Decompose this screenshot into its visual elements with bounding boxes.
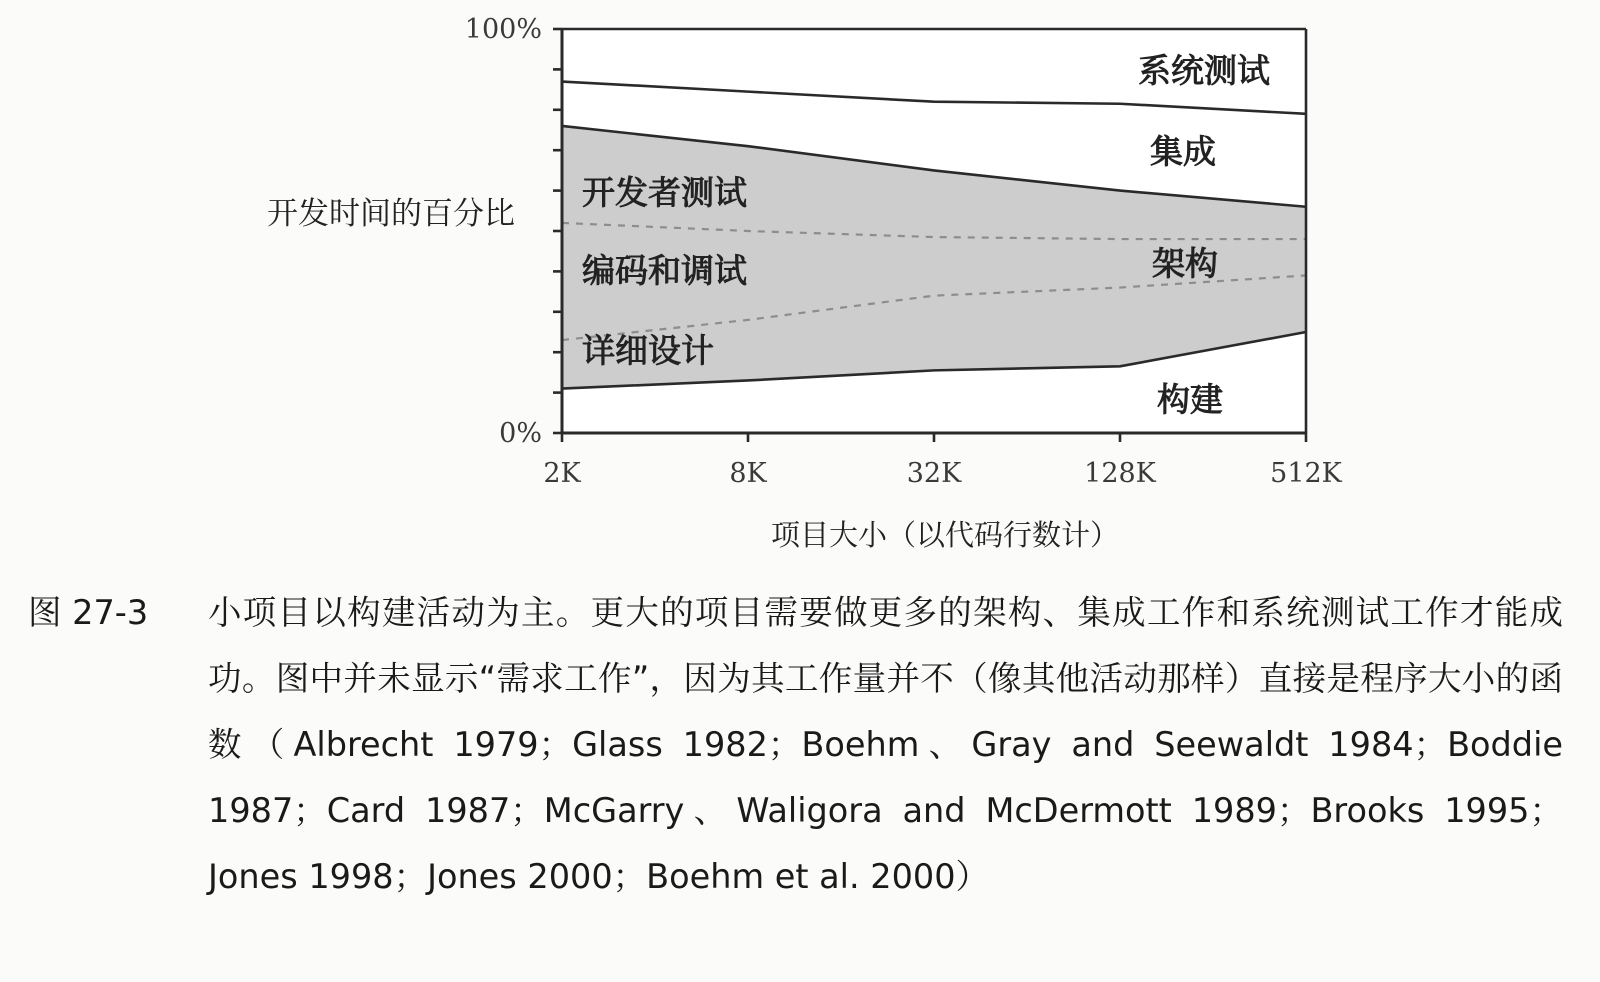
caption-label: 图 27-3 <box>28 593 149 632</box>
y-tick-label: 100% <box>464 14 542 45</box>
x-tick-label: 128K <box>1084 458 1156 489</box>
region-label-architecture: 架构 <box>1152 244 1218 283</box>
figure-caption <box>28 580 1563 910</box>
caption-text: 小项目以构建活动为主。更大的项目需要做更多的架构、集成工作和系统测试工作才能成功。图中并未显示“需求工作”，因为其工作量并不（像其他活动那样）直接是程序大小的函数（Albrecht 1979；Glass 1982；Boehm、Gray and Seewaldt 1984；Boddie 1987；Card 1987；McGarry、Waligora and McDermott 1989；Brooks 1995；Jones 1998；Jones 2000；Boehm et al. 2000） <box>208 593 1563 896</box>
region-label-detailed-design: 详细设计 <box>582 331 714 370</box>
x-tick-label: 8K <box>729 458 767 489</box>
region-label-integration: 集成 <box>1150 132 1216 171</box>
x-tick-label: 2K <box>543 458 581 489</box>
region-label-construction: 构建 <box>1157 380 1223 419</box>
y-axis-title: 开发时间的百分比 <box>267 196 515 232</box>
region-label-system-test: 系统测试 <box>1138 51 1270 90</box>
x-tick-label: 512K <box>1270 458 1342 489</box>
x-tick-label: 32K <box>906 458 962 489</box>
y-tick-label: 0% <box>499 418 542 449</box>
region-label-coding-debugging: 编码和调试 <box>582 251 747 290</box>
x-axis-title: 项目大小（以代码行数计） <box>770 518 1120 552</box>
region-label-developer-test: 开发者测试 <box>582 173 747 212</box>
